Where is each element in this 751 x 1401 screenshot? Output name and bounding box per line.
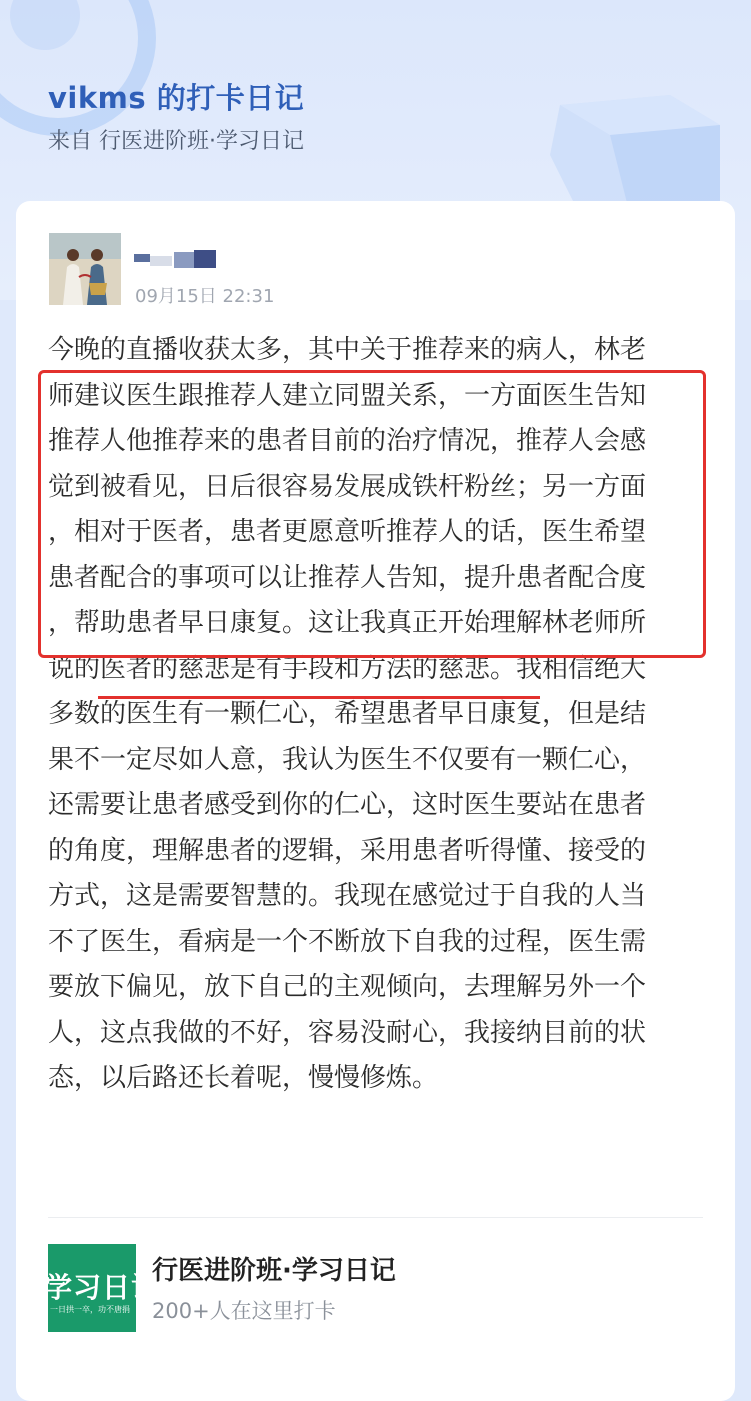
post-line: ，帮助患者早日康复。这让我真正开始理解林老师所 bbox=[48, 608, 647, 638]
post-line: 果不一定尽如人意，我认为医生不仅要有一颗仁心， bbox=[48, 744, 647, 775]
group-thumbnail[interactable] bbox=[44, 1244, 161, 1332]
username-redacted bbox=[134, 250, 218, 270]
post-line: 觉到被看见，日后很容易发展成铁杆粉丝；另一方面 bbox=[48, 471, 647, 502]
post-line: 今晚的直播收获太多，其中关于推荐来的病人，林老 bbox=[48, 335, 647, 365]
post-line: 方式，这是需要智慧的。我现在感觉过于自我的人当 bbox=[48, 881, 647, 911]
group-name[interactable]: 行医进阶班·学习日记 bbox=[152, 1256, 396, 1286]
avatar-image bbox=[49, 233, 121, 305]
post-line: 还需要让患者感受到你的仁心，这时医生要站在患者 bbox=[48, 790, 647, 820]
post-line: 患者配合的事项可以让推荐人告知，提升患者配合度 bbox=[48, 562, 647, 593]
divider bbox=[48, 1217, 703, 1218]
post-line: 多数的医生有一颗仁心，希望患者早日康复，但是结 bbox=[48, 699, 647, 729]
decorative-cube-icon bbox=[520, 95, 720, 215]
group-thumbnail-title: 学习日记 bbox=[44, 1271, 161, 1304]
page-title: vikms 的打卡日记 bbox=[48, 81, 305, 115]
post-line: ，相对于医者，患者更愿意听推荐人的话，医生希望 bbox=[48, 517, 647, 547]
group-thumbnail-subtitle: 一日拱一卒，功不唐捐 bbox=[50, 1305, 130, 1314]
page-source[interactable]: 来自 行医进阶班·学习日记 bbox=[48, 129, 304, 154]
post-line: 态，以后路还长着呢，慢慢修炼。 bbox=[48, 1063, 439, 1093]
highlight-box bbox=[38, 370, 706, 658]
highlight-underline bbox=[98, 696, 540, 699]
group-member-count: 200+人在这里打卡 bbox=[152, 1299, 336, 1323]
post-line: 要放下偏见，放下自己的主观倾向，去理解另外一个 bbox=[48, 972, 647, 1002]
post-line: 的角度，理解患者的逻辑，采用患者听得懂、接受的 bbox=[48, 835, 647, 866]
post-line: 不了医生，看病是一个不断放下自我的过程，医生需 bbox=[48, 926, 647, 957]
post-line: 师建议医生跟推荐人建立同盟关系，一方面医生告知 bbox=[48, 380, 647, 411]
avatar[interactable] bbox=[49, 233, 121, 305]
post-line: 人，这点我做的不好，容易没耐心，我接纳目前的状 bbox=[48, 1017, 647, 1048]
post-timestamp: 09月15日 22:31 bbox=[135, 286, 275, 307]
post-line: 说的医者的慈悲是有手段和方法的慈悲。我相信绝大 bbox=[48, 653, 647, 684]
post-line: 推荐人他推荐来的患者目前的治疗情况，推荐人会感 bbox=[48, 426, 647, 456]
